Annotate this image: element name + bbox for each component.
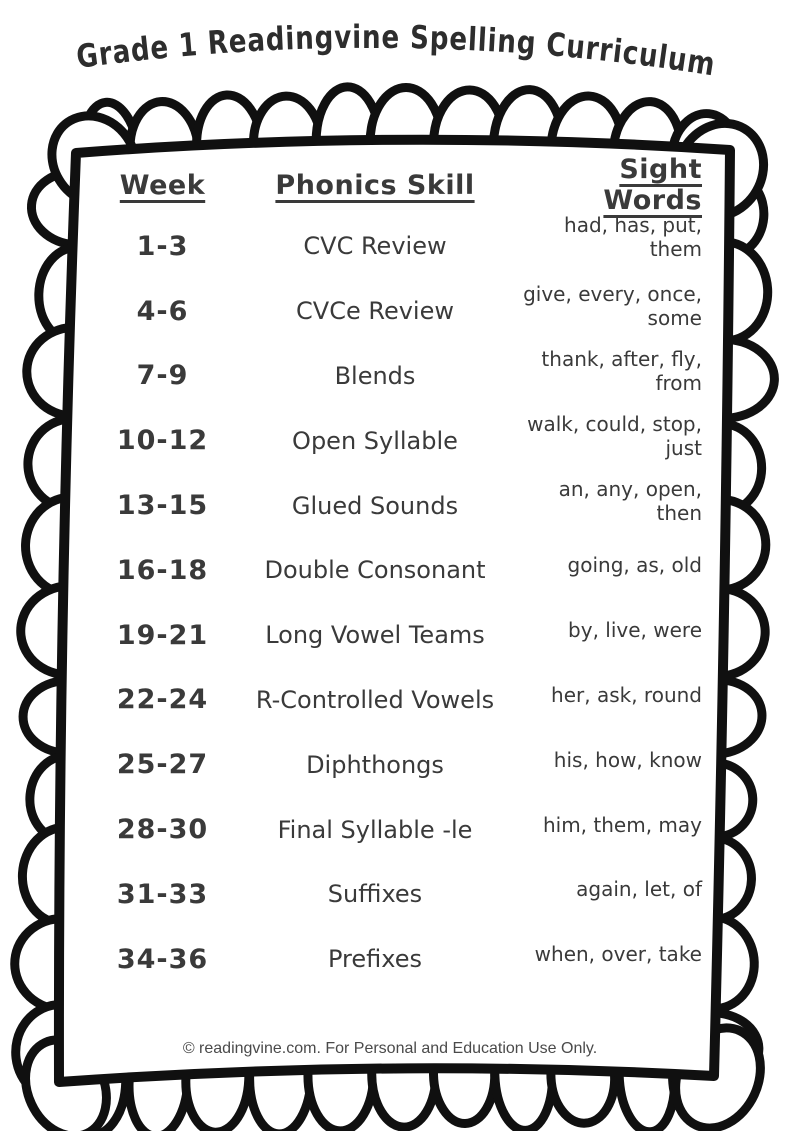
phonics-skill-cell: Open Syllable (292, 426, 458, 455)
week-cell: 7-9 (136, 360, 189, 392)
copyright-notice: © readingvine.com. For Personal and Education Use Only. (182, 1040, 598, 1057)
column-header-sight-words: Sight Words (603, 154, 702, 216)
table-row (90, 473, 712, 538)
table-row (90, 538, 712, 603)
table-row (90, 797, 712, 862)
sight-words-cell: when, over, take (534, 942, 702, 967)
phonics-skill-cell: Double Consonant (264, 556, 486, 585)
table-row (90, 408, 712, 473)
sight-words-cell: an, any, open, then (558, 476, 702, 525)
table-row (90, 279, 712, 344)
sight-words-cell: had, has, put, them (564, 213, 702, 262)
phonics-skill-cell: R-Controlled Vowels (255, 685, 495, 714)
week-cell: 34-36 (116, 943, 209, 975)
sight-words-cell: walk, could, stop, just (527, 411, 702, 460)
week-cell: 4-6 (136, 295, 189, 327)
phonics-skill-cell: Prefixes (327, 945, 422, 974)
sight-words-cell: give, every, once, some (523, 282, 702, 331)
column-header-phonics-skill: Phonics Skill (275, 169, 475, 201)
week-cell: 28-30 (116, 814, 209, 846)
sight-words-cell: him, them, may (542, 812, 702, 837)
sight-words-cell: going, as, old (567, 553, 702, 578)
table-body (90, 214, 712, 992)
sight-words-cell: again, let, of (576, 877, 702, 902)
week-cell: 1-3 (136, 230, 189, 262)
week-cell: 19-21 (116, 619, 209, 651)
week-cell: 31-33 (116, 878, 209, 910)
phonics-skill-cell: Final Syllable -le (277, 815, 473, 844)
week-cell: 16-18 (116, 554, 209, 586)
curriculum-table (90, 156, 712, 992)
phonics-skill-cell: CVCe Review (296, 297, 454, 326)
phonics-skill-cell: CVC Review (303, 232, 447, 261)
sight-words-cell: her, ask, round (551, 682, 702, 707)
phonics-skill-cell: Blends (334, 361, 416, 390)
table-row (90, 603, 712, 668)
week-cell: 10-12 (116, 425, 209, 457)
phonics-skill-cell: Glued Sounds (291, 491, 459, 520)
page-title: Grade 1 Readingvine Spelling Curriculum (74, 17, 725, 85)
table-row (90, 344, 712, 409)
table-row (90, 732, 712, 797)
table-row (90, 927, 712, 992)
phonics-skill-cell: Suffixes (327, 880, 423, 909)
column-header-week: Week (119, 169, 206, 201)
sight-words-cell: by, live, were (568, 618, 702, 643)
week-cell: 13-15 (116, 490, 209, 522)
table-row (90, 862, 712, 927)
table-row (90, 214, 712, 279)
sight-words-cell: thank, after, fly, from (541, 346, 702, 395)
phonics-skill-cell: Diphthongs (306, 750, 444, 779)
sight-words-cell: his, how, know (553, 747, 702, 772)
table-header-row (90, 156, 712, 214)
week-cell: 22-24 (116, 684, 209, 716)
week-cell: 25-27 (116, 749, 209, 781)
phonics-skill-cell: Long Vowel Teams (265, 621, 485, 650)
table-row (90, 668, 712, 733)
